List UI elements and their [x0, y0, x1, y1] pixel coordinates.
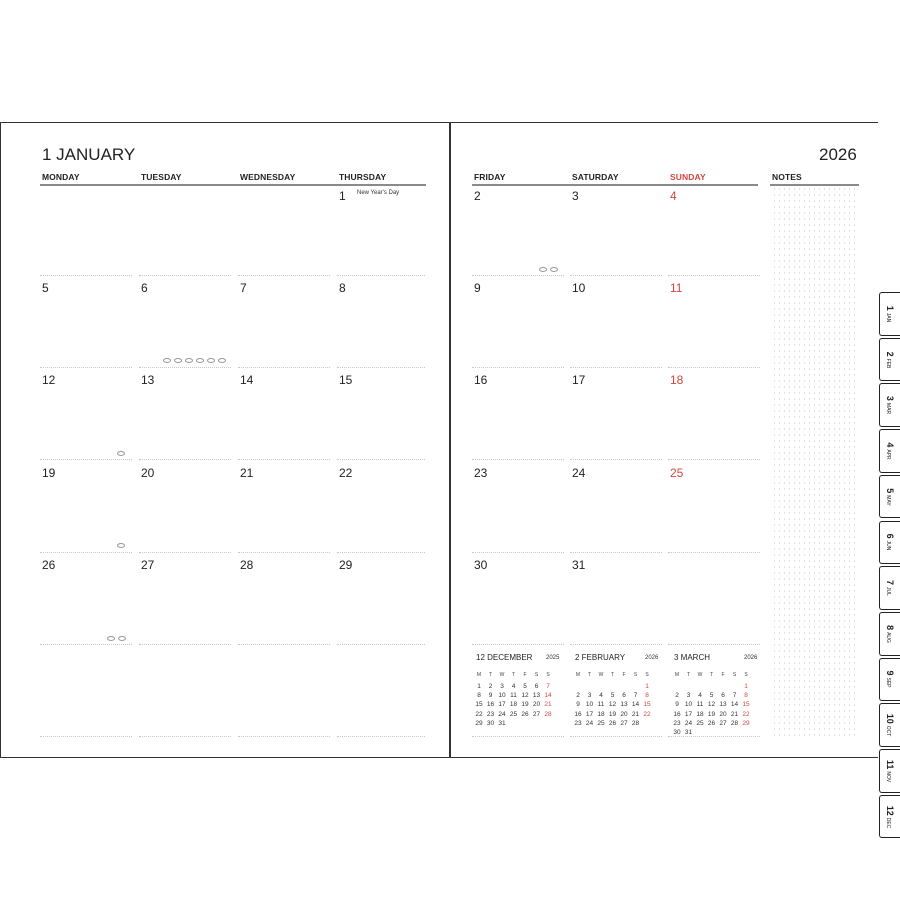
mini-day: 6 [534, 683, 539, 690]
mini-weekday: T [488, 672, 493, 678]
weekday-monday: MONDAY [42, 172, 80, 182]
weekday-thursday: THURSDAY [339, 172, 387, 182]
mini-day: 7 [633, 692, 638, 700]
mini-day: 5 [709, 692, 714, 700]
month-tab-mar[interactable] [879, 383, 900, 427]
day-number[interactable]: 24 [572, 465, 586, 480]
day-number[interactable]: 30 [474, 557, 488, 572]
mini-day: 22 [643, 710, 651, 718]
cell-divider [472, 367, 564, 368]
mini-day: 17 [585, 710, 594, 718]
month-tab-oct[interactable] [879, 703, 900, 747]
cell-divider [472, 644, 564, 645]
cell-divider [472, 736, 564, 737]
month-tab-abbr: MAR [885, 403, 891, 415]
month-tab-label [885, 442, 895, 459]
month-tab-number: 2 [885, 351, 895, 357]
cell-divider [40, 459, 132, 460]
mini-calendar-title: 3 MARCH [674, 653, 711, 662]
mini-day: 18 [696, 710, 704, 718]
cell-divider [472, 552, 564, 553]
mini-day: 3 [587, 692, 592, 700]
mini-weekday: S [645, 672, 649, 678]
mini-weekday: T [587, 672, 592, 678]
mini-day: 12 [707, 701, 716, 709]
day-number[interactable]: 21 [240, 465, 254, 480]
cell-divider [40, 552, 132, 553]
cell-divider [238, 644, 330, 645]
cell-divider [337, 459, 425, 460]
mini-day: 27 [719, 719, 727, 727]
mini-day: 14 [544, 692, 552, 700]
mini-day: 23 [673, 719, 681, 727]
week-marker [107, 636, 115, 641]
month-tab-number: 3 [885, 396, 895, 402]
mini-weekday: S [732, 672, 737, 678]
mini-day: 29 [742, 719, 750, 727]
month-tab-abbr: JUL [885, 587, 891, 596]
cell-divider [139, 736, 231, 737]
year-title: 2026 [819, 145, 857, 164]
mini-day: 7 [546, 683, 550, 690]
mini-day: 2 [576, 692, 580, 700]
day-number[interactable]: 13 [141, 373, 155, 388]
month-tab-number: 6 [885, 533, 895, 539]
mini-day: 25 [509, 710, 518, 718]
cell-divider [238, 552, 330, 553]
cell-divider [570, 459, 662, 460]
mini-day: 9 [488, 692, 493, 700]
mini-day: 24 [684, 719, 693, 727]
mini-day: 6 [622, 692, 626, 700]
cell-divider [238, 459, 330, 460]
week-marker [218, 358, 226, 363]
month-tab-abbr: JAN [885, 312, 891, 323]
month-tab-number: 9 [885, 670, 895, 676]
mini-day: 10 [585, 701, 594, 709]
cell-divider [472, 275, 564, 276]
day-number[interactable]: 23 [474, 465, 488, 480]
mini-day: 10 [498, 692, 506, 700]
month-tab-label [885, 396, 895, 414]
week-marker [207, 358, 215, 363]
month-tab-may[interactable] [879, 475, 900, 519]
mini-weekday: F [721, 672, 725, 678]
mini-day: 19 [608, 710, 617, 718]
mini-day: 9 [675, 701, 679, 709]
cell-divider [668, 552, 760, 553]
month-tab-label [885, 534, 895, 551]
mini-day: 4 [599, 692, 603, 700]
week-marker [539, 267, 547, 272]
week-marker [550, 267, 558, 272]
mini-day: 23 [486, 710, 495, 718]
mini-day: 21 [544, 701, 552, 709]
day-number[interactable]: 18 [670, 373, 684, 388]
month-tab-number: 10 [885, 713, 895, 724]
week-marker [117, 451, 125, 456]
day-number[interactable]: 16 [474, 373, 488, 388]
mini-day: 23 [574, 719, 582, 727]
weekday-tuesday: TUESDAY [141, 172, 182, 182]
weekday-sunday: SUNDAY [670, 172, 706, 182]
mini-day: 27 [532, 710, 541, 718]
mini-day: 11 [696, 701, 704, 709]
month-tab-number: 7 [885, 580, 895, 586]
month-tab-apr[interactable] [879, 429, 900, 473]
mini-day: 31 [684, 729, 693, 736]
mini-weekday: S [534, 672, 539, 678]
day-number[interactable]: 5 [42, 281, 49, 296]
day-number[interactable]: 20 [141, 465, 155, 480]
day-number[interactable]: 26 [42, 557, 56, 572]
mini-day: 17 [498, 701, 506, 709]
mini-day: 1 [477, 683, 481, 690]
mini-day: 4 [698, 692, 702, 700]
week-marker [185, 358, 193, 363]
week-marker [196, 358, 204, 363]
day-number[interactable]: 14 [240, 373, 254, 388]
day-number[interactable]: 27 [141, 557, 155, 572]
month-tab-abbr: APR [885, 449, 891, 460]
month-tab-jul[interactable] [879, 566, 900, 610]
mini-day: 13 [719, 701, 727, 709]
day-number[interactable]: 12 [42, 373, 56, 388]
mini-day: 8 [477, 692, 481, 700]
spine-divider [449, 122, 451, 758]
mini-weekday: M [575, 672, 581, 678]
cell-divider [668, 367, 760, 368]
mini-weekday: M [476, 672, 482, 678]
mini-weekday: F [622, 672, 626, 678]
mini-day: 29 [475, 719, 483, 727]
mini-weekday: S [546, 672, 550, 678]
mini-day: 21 [631, 710, 640, 718]
mini-weekday: M [674, 672, 680, 678]
cell-divider [472, 459, 564, 460]
mini-day: 15 [643, 701, 651, 709]
cell-divider [40, 367, 132, 368]
mini-day: 18 [597, 710, 605, 718]
mini-day: 24 [498, 710, 506, 718]
cell-divider [570, 736, 662, 737]
week-marker [174, 358, 182, 363]
mini-day: 21 [730, 710, 739, 718]
mini-day: 26 [608, 719, 617, 727]
month-tab-label [885, 805, 895, 828]
cell-divider [238, 736, 330, 737]
mini-day: 25 [597, 719, 605, 727]
day-number[interactable]: 19 [42, 465, 56, 480]
mini-day: 5 [610, 692, 615, 700]
notes-label: NOTES [772, 172, 802, 182]
header-rule-left [40, 184, 426, 186]
mini-weekday: S [744, 672, 748, 678]
cell-divider [337, 644, 425, 645]
mini-day: 3 [686, 692, 691, 700]
day-number[interactable]: 2 [474, 189, 481, 203]
day-number[interactable]: 22 [339, 465, 353, 480]
cell-divider [668, 275, 760, 276]
month-tab-number: 11 [885, 759, 895, 770]
mini-calendar-year: 2026 [744, 655, 758, 661]
month-tab-number: 8 [885, 624, 895, 630]
mini-calendar-year: 2026 [645, 655, 659, 661]
mini-day: 28 [730, 719, 739, 727]
mini-weekday: W [499, 672, 505, 678]
month-tab-label [885, 625, 895, 643]
mini-day: 20 [532, 701, 541, 709]
mini-day: 19 [707, 710, 716, 718]
cell-divider [337, 552, 425, 553]
mini-day: 14 [730, 701, 739, 709]
mini-day: 9 [576, 701, 580, 709]
day-number[interactable]: 6 [141, 281, 148, 296]
cell-divider [337, 736, 425, 737]
mini-day: 11 [597, 701, 605, 709]
holiday-label: New Year's Day [357, 190, 400, 196]
month-tab-label [885, 351, 895, 368]
mini-weekday: T [709, 672, 714, 678]
mini-day: 16 [673, 710, 681, 718]
month-tab-abbr: AUG [885, 631, 891, 643]
mini-day: 26 [707, 719, 716, 727]
cell-divider [139, 459, 231, 460]
mini-day: 2 [488, 683, 493, 690]
mini-day: 15 [475, 701, 483, 709]
mini-day: 31 [498, 719, 506, 727]
month-tab-feb[interactable] [879, 338, 900, 382]
mini-calendar-year: 2025 [546, 655, 560, 661]
month-tab-abbr: SEP [885, 677, 891, 688]
month-tab-abbr: DEC [885, 817, 891, 828]
month-tab-label [885, 671, 895, 688]
cell-divider [668, 644, 760, 645]
mini-weekday: S [633, 672, 638, 678]
month-tab-label [885, 760, 895, 782]
mini-day: 27 [620, 719, 628, 727]
mini-calendar-title: 2 FEBRUARY [575, 653, 626, 662]
cell-divider [570, 367, 662, 368]
day-number[interactable]: 31 [572, 557, 586, 572]
day-number[interactable]: 29 [339, 557, 353, 572]
mini-day: 16 [486, 701, 495, 709]
month-tab-abbr: OCT [885, 725, 891, 737]
mini-day: 25 [696, 719, 704, 727]
day-number[interactable]: 11 [670, 281, 683, 296]
month-tab-jun[interactable] [879, 521, 900, 565]
mini-day: 2 [675, 692, 679, 700]
mini-day: 20 [719, 710, 727, 718]
mini-day: 19 [521, 701, 529, 709]
cell-divider [40, 736, 132, 737]
cell-divider [570, 644, 662, 645]
mini-day: 30 [486, 719, 495, 727]
cell-divider [139, 644, 231, 645]
day-number[interactable]: 1 [339, 189, 346, 203]
month-tab-abbr: FEB [885, 358, 891, 368]
cell-divider [139, 275, 231, 276]
mini-day: 17 [684, 710, 693, 718]
month-tab-label [885, 580, 895, 596]
mini-day: 3 [500, 683, 504, 690]
month-title: 1 JANUARY [42, 145, 136, 164]
mini-day: 22 [742, 710, 750, 718]
mini-day: 18 [509, 701, 518, 709]
mini-day: 6 [721, 692, 725, 700]
month-tab-sep[interactable] [879, 658, 900, 702]
mini-day: 20 [620, 710, 628, 718]
day-number[interactable]: 3 [572, 189, 579, 203]
month-tab-abbr: NOV [885, 771, 891, 783]
mini-day: 12 [521, 692, 529, 700]
cell-divider [337, 275, 425, 276]
month-tab-label [885, 488, 895, 505]
week-marker [163, 358, 171, 363]
day-number[interactable]: 15 [339, 373, 353, 388]
header-rule-right [472, 184, 758, 186]
month-tab-number: 1 [885, 305, 895, 311]
mini-day: 8 [744, 692, 748, 700]
left-page [0, 122, 449, 758]
cell-divider [238, 367, 330, 368]
mini-weekday: T [511, 672, 516, 678]
month-tab-aug[interactable] [879, 612, 900, 656]
weekday-saturday: SATURDAY [572, 172, 619, 182]
month-tab-abbr: JUN [885, 540, 891, 551]
weekday-friday: FRIDAY [474, 172, 506, 182]
mini-weekday: W [697, 672, 703, 678]
month-tab-nov[interactable] [879, 749, 900, 793]
mini-day: 16 [574, 710, 582, 718]
mini-day: 14 [631, 701, 640, 709]
cell-divider [570, 275, 662, 276]
mini-day: 30 [673, 729, 681, 736]
cell-divider [570, 552, 662, 553]
weekday-wednesday: WEDNESDAY [240, 172, 296, 182]
cell-divider [238, 275, 330, 276]
cell-divider [668, 459, 760, 460]
mini-day: 24 [585, 719, 594, 727]
notes-dot-grid[interactable] [772, 186, 859, 736]
month-tab-jan[interactable] [879, 292, 900, 336]
day-number[interactable]: 17 [572, 373, 586, 388]
week-marker [117, 543, 125, 548]
day-number[interactable]: 7 [240, 281, 247, 296]
day-number[interactable]: 25 [670, 465, 684, 480]
mini-day: 13 [532, 692, 541, 700]
month-tab-dec[interactable] [879, 795, 900, 839]
mini-day: 11 [510, 692, 517, 700]
mini-day: 12 [608, 701, 617, 709]
month-tab-number: 5 [885, 487, 895, 493]
mini-weekday: T [686, 672, 691, 678]
day-number[interactable]: 8 [339, 281, 346, 296]
mini-day: 7 [732, 692, 737, 700]
day-number[interactable]: 10 [572, 281, 586, 296]
day-number[interactable]: 4 [670, 189, 677, 203]
cell-divider [139, 552, 231, 553]
week-marker [118, 636, 126, 641]
day-number[interactable]: 9 [474, 281, 481, 296]
cell-divider [40, 644, 132, 645]
mini-day: 13 [620, 701, 628, 709]
mini-day: 22 [475, 710, 483, 718]
month-tab-number: 4 [885, 442, 895, 448]
mini-day: 8 [645, 692, 649, 700]
mini-weekday: W [598, 672, 604, 678]
mini-day: 1 [645, 683, 649, 690]
day-number[interactable]: 28 [240, 557, 254, 572]
month-tab-label [885, 306, 895, 322]
month-tab-number: 12 [885, 805, 895, 816]
cell-divider [40, 275, 132, 276]
mini-day: 28 [631, 719, 640, 727]
cell-divider [139, 367, 231, 368]
mini-weekday: F [523, 672, 527, 678]
cell-divider [337, 367, 425, 368]
mini-weekday: T [610, 672, 615, 678]
mini-day: 26 [521, 710, 529, 718]
cell-divider [668, 736, 760, 737]
mini-day: 4 [511, 683, 516, 690]
mini-day: 10 [684, 701, 693, 709]
mini-day: 1 [744, 683, 748, 690]
month-tab-abbr: MAY [885, 494, 891, 506]
month-tab-label [885, 714, 895, 737]
mini-day: 15 [742, 701, 750, 709]
mini-calendar-title: 12 DECEMBER [476, 653, 533, 662]
mini-day: 28 [544, 710, 552, 718]
mini-day: 5 [523, 683, 527, 690]
